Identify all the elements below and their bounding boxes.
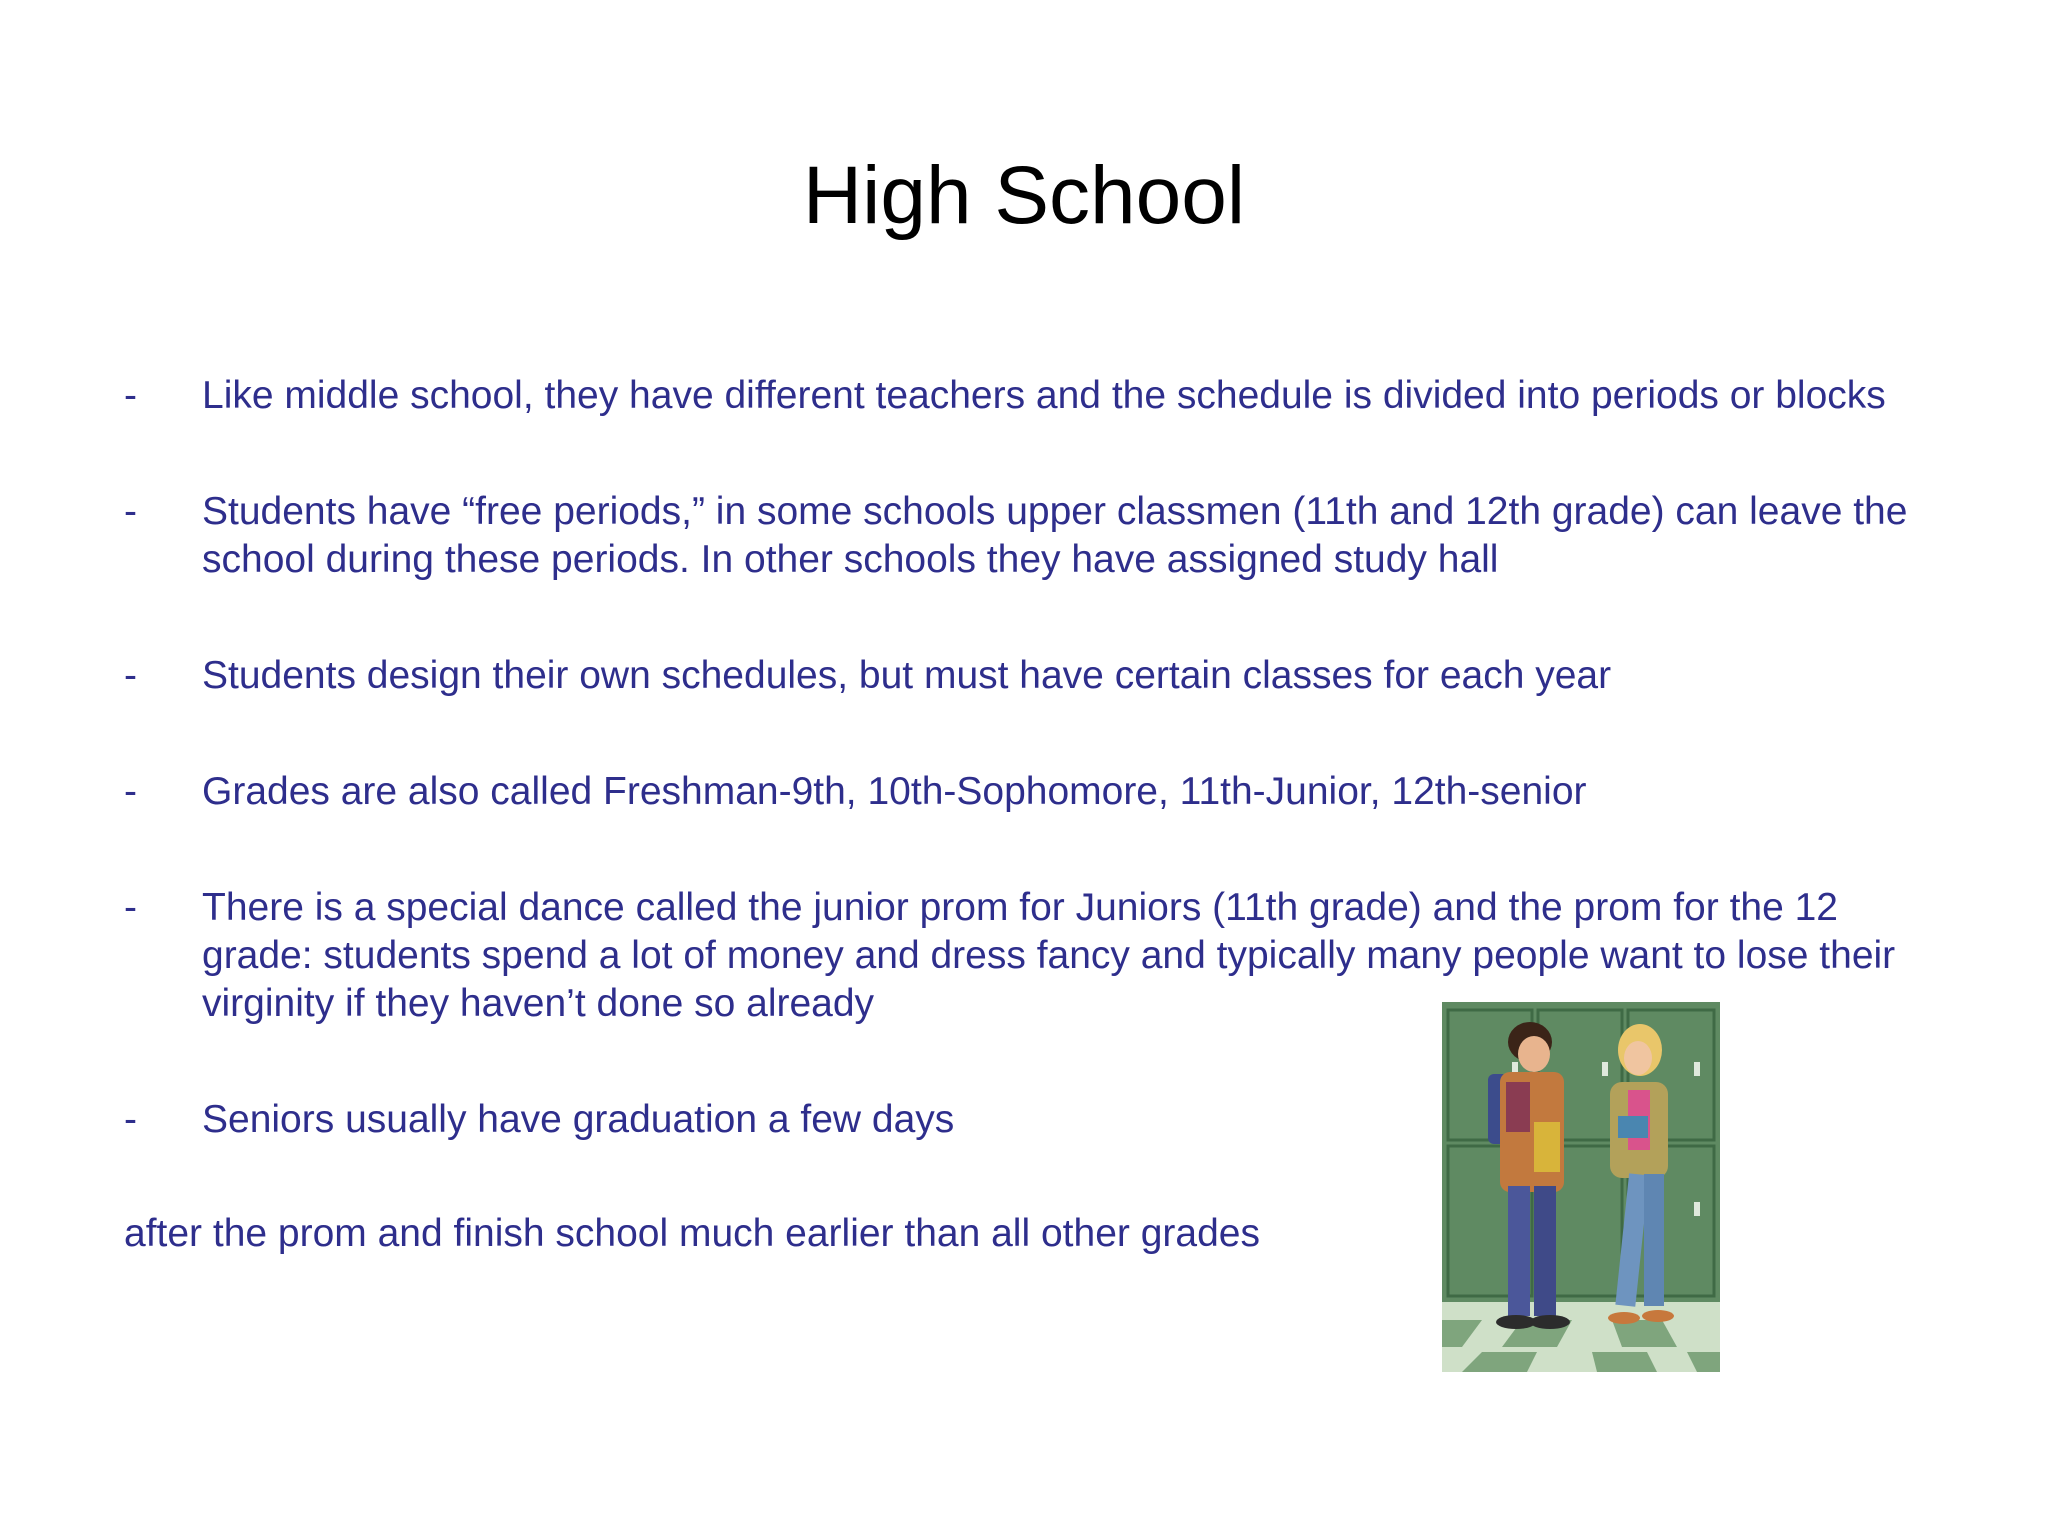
- bullet-item: [124, 488, 1944, 584]
- slide-title: High School: [802, 150, 1246, 241]
- bullet-marker: -: [124, 374, 137, 417]
- bullet-marker: -: [124, 886, 137, 929]
- trailing-text: after the prom and finish school much earlier than all other grades: [124, 1212, 1260, 1255]
- bullet-marker: -: [124, 654, 137, 697]
- two-students-at-lockers-clipart: [1442, 1002, 1720, 1372]
- bullet-marker: -: [124, 1098, 137, 1141]
- bullet-text: Students design their own schedules, but must have certain classes for each year: [202, 654, 1612, 697]
- bullet-text: Seniors usually have graduation a few days: [202, 1098, 955, 1141]
- bullet-text: Students have “free periods,” in some schools upper classmen (11th and 12th grade) can leave the school during these periods. In other schools they have assigned study hall: [202, 490, 1908, 581]
- bullet-marker: -: [124, 490, 137, 533]
- bullet-text: Like middle school, they have different teachers and the schedule is divided into periods or blocks: [202, 374, 1886, 417]
- bullet-item: [124, 768, 1944, 816]
- bullet-item: [124, 372, 1944, 420]
- bullet-marker: -: [124, 770, 137, 813]
- locker-wall: [1442, 1002, 1720, 1302]
- clipart-svg: [1442, 1002, 1720, 1372]
- bullet-text: Grades are also called Freshman-9th, 10th-Sophomore, 11th-Junior, 12th-senior: [202, 770, 1587, 813]
- bullet-text: There is a special dance called the junior prom for Juniors (11th grade) and the prom for the 12 grade: students spend a lot of money and dress fancy and typically many people want to lose their virginity if they haven’t done so already: [202, 886, 1896, 1025]
- bullet-item: [124, 652, 1944, 700]
